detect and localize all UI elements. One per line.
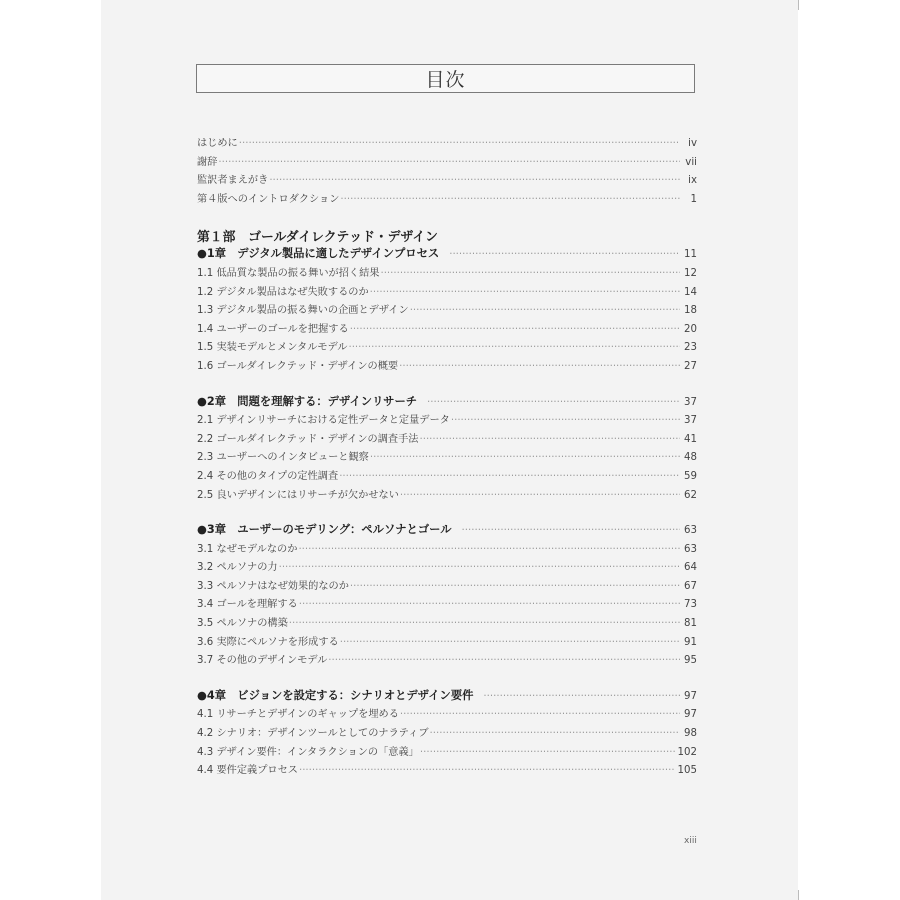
toc-chapter-1: ●1章 デジタル製品に適したデザインプロセス ····· 11 <box>197 245 697 264</box>
toc-section: 4.2 シナリオ：デザインツールとしてのナラティブ ····· 98 <box>197 724 697 743</box>
toc-chapter-4: ●4章 ビジョンを設定する：シナリオとデザイン要件 ····· 97 <box>197 687 697 706</box>
toc-section: 1.5 実装モデルとメンタルモデル ····· 23 <box>197 338 697 357</box>
toc-section: 3.3 ペルソナはなぜ効果的なのか ····· 67 <box>197 577 697 596</box>
page-title: 目次 <box>425 69 466 91</box>
crop-mark-top <box>798 0 799 10</box>
toc-section: 2.3 ユーザーへのインタビューと観察 ····· 48 <box>197 448 697 467</box>
toc-section: 4.3 デザイン要件：インタラクションの「意義」 ····· 102 <box>197 743 697 762</box>
toc-section: 1.2 デジタル製品はなぜ失敗するのか ····· 14 <box>197 283 697 302</box>
toc-chapter-2: ●2章 問題を理解する：デザインリサーチ ····· 37 <box>197 393 697 412</box>
crop-mark-bottom <box>798 890 799 900</box>
table-of-contents <box>197 134 697 780</box>
toc-section: 3.1 なぜモデルなのか ····· 63 <box>197 540 697 559</box>
toc-section: 3.5 ペルソナの構築 ····· 81 <box>197 614 697 633</box>
toc-section: 2.1 デザインリサーチにおける定性データと定量データ ····· 37 <box>197 411 697 430</box>
toc-title-box <box>196 64 695 93</box>
toc-section: 1.3 デジタル製品の振る舞いの企画とデザイン ····· 18 <box>197 301 697 320</box>
part-heading: 第１部 ゴールダイレクテッド・デザイン <box>197 230 438 246</box>
toc-row-front-1: 謝辞 ····· vii <box>197 153 697 172</box>
toc-section: 4.4 要件定義プロセス ····· 105 <box>197 761 697 780</box>
toc-section: 2.4 その他のタイプの定性調査 ····· 59 <box>197 467 697 486</box>
toc-section: 3.6 実際にペルソナを形成する ····· 91 <box>197 633 697 652</box>
toc-section: 3.2 ペルソナの力 ····· 64 <box>197 558 697 577</box>
toc-chapter-3: ●3章 ユーザーのモデリング：ペルソナとゴール ····· 63 <box>197 521 697 540</box>
toc-row-front-2: 監訳者まえがき ····· ix <box>197 171 697 190</box>
toc-section: 1.4 ユーザーのゴールを把握する ····· 20 <box>197 320 697 339</box>
toc-section: 1.1 低品質な製品の振る舞いが招く結果 ····· 12 <box>197 264 697 283</box>
toc-row-front-3: 第４版へのイントロダクション ····· 1 <box>197 190 697 209</box>
toc-section: 4.1 リサーチとデザインのギャップを埋める ····· 97 <box>197 705 697 724</box>
page-number: xiii <box>684 836 697 846</box>
toc-section: 1.6 ゴールダイレクテッド・デザインの概要 ····· 27 <box>197 357 697 376</box>
toc-section: 2.2 ゴールダイレクテッド・デザインの調査手法 ····· 41 <box>197 430 697 449</box>
toc-section: 3.4 ゴールを理解する ····· 73 <box>197 595 697 614</box>
toc-section: 2.5 良いデザインにはリサーチが欠かせない ····· 62 <box>197 486 697 505</box>
toc-section: 3.7 その他のデザインモデル ····· 95 <box>197 651 697 670</box>
toc-row-front-0: はじめに ····· iv <box>197 134 697 153</box>
